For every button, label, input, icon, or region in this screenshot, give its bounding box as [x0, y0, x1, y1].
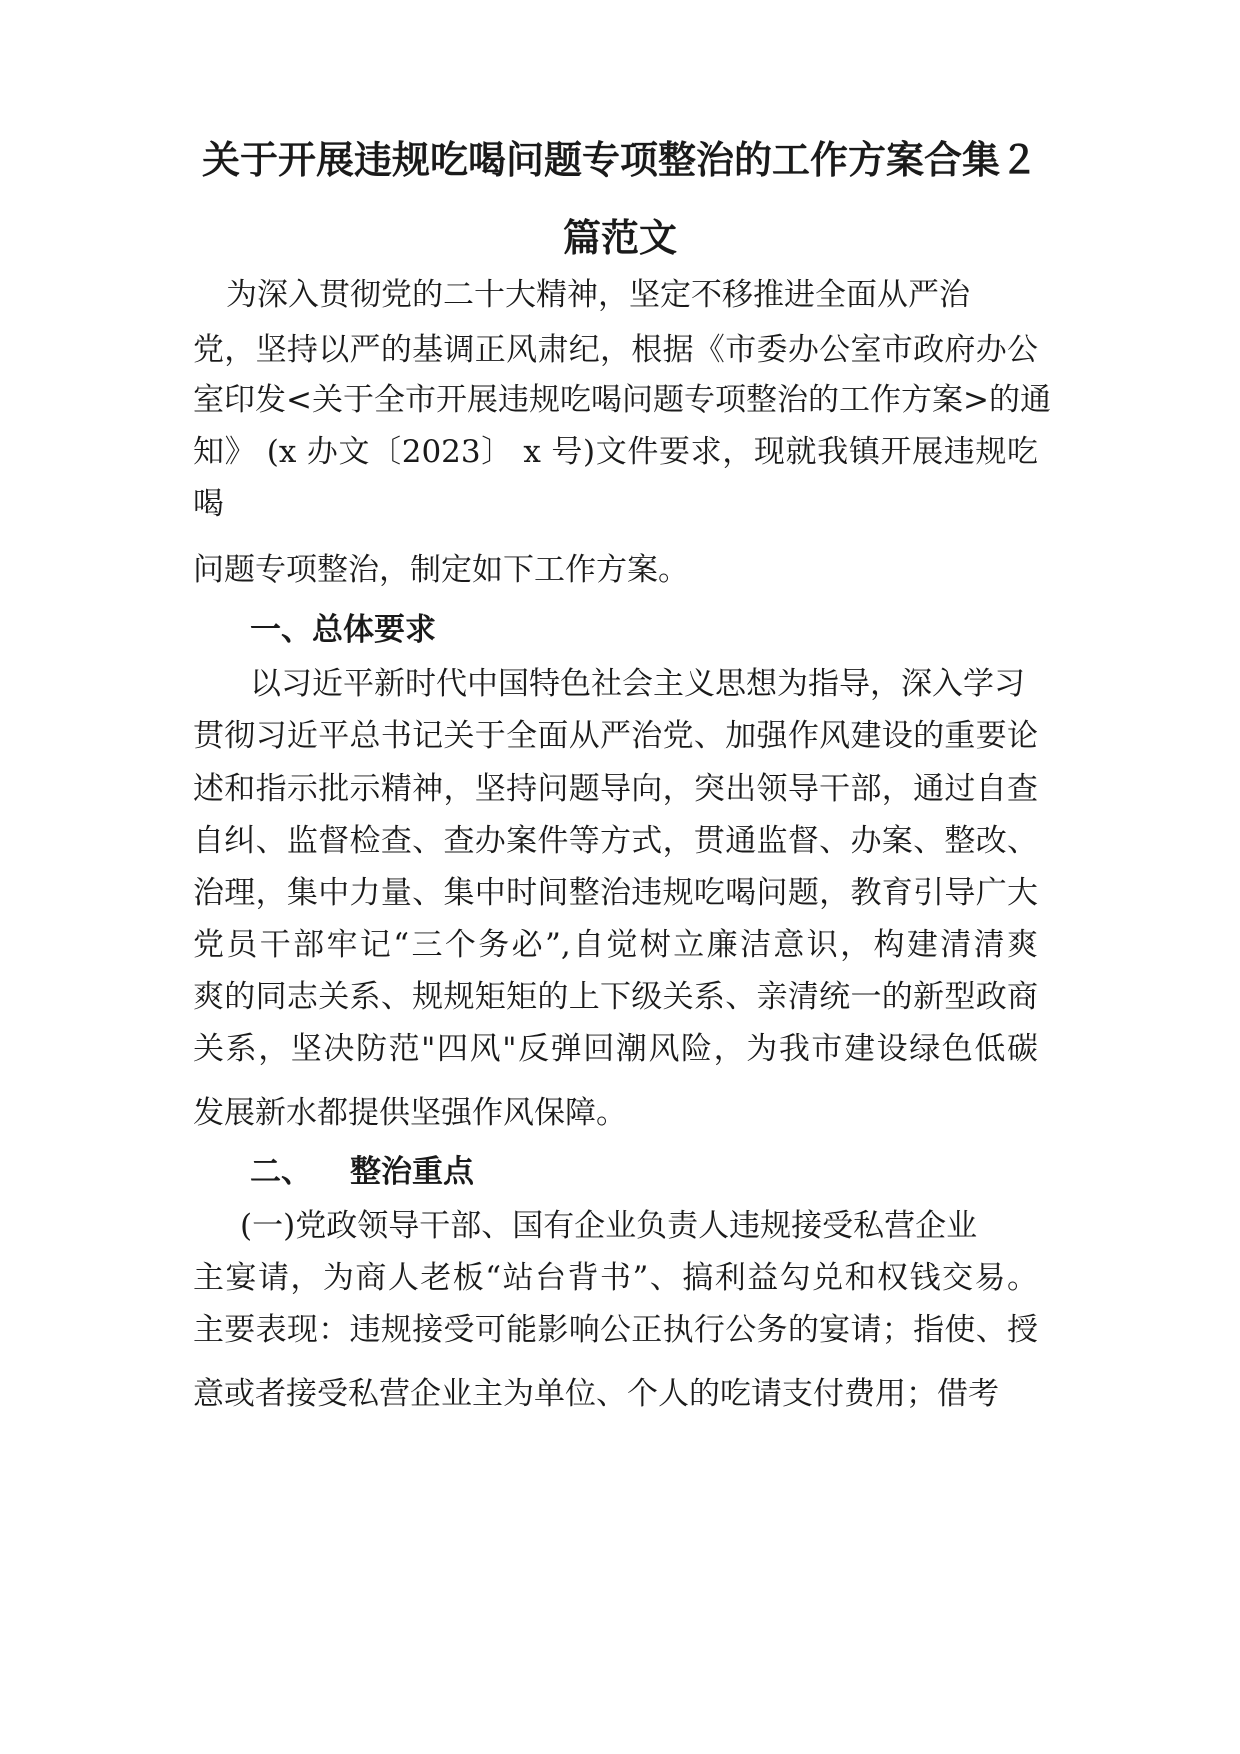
intro-line-5: 喝: [193, 486, 224, 522]
section-2-line-3: 主要表现：违规接受可能影响公正执行公务的宴请；指使、授: [193, 1312, 1038, 1348]
section-1-line-6: 党员干部牢记“三个务必”,自觉树立廉洁意识，构建清清爽: [193, 927, 1038, 963]
section-2-line-1: (一)党政领导干部、国有企业负责人违规接受私营企业: [240, 1208, 978, 1244]
section-1-line-5: 治理，集中力量、集中时间整治违规吃喝问题，教育引导广大: [193, 875, 1038, 911]
intro-line-6: 问题专项整治，制定如下工作方案。: [193, 552, 689, 588]
section-1-heading: 一、总体要求: [250, 612, 436, 648]
section-2-line-2: 主宴请，为商人老板“站台背书”、搞利益勾兑和权钱交易。: [193, 1260, 1038, 1296]
section-1-line-8: 关系，坚决防范"四风"反弹回潮风险，为我市建设绿色低碳: [193, 1031, 1038, 1067]
intro-line-4: 知》 (x 办文〔2023〕 x 号)文件要求，现就我镇开展违规吃: [193, 434, 1038, 470]
document-title-line-2: 篇范文: [562, 216, 677, 260]
section-2-heading-number: 二、: [250, 1154, 312, 1190]
section-1-line-7: 爽的同志关系、规规矩矩的上下级关系、亲清统一的新型政商: [193, 979, 1038, 1015]
section-2-heading-text: 整治重点: [350, 1154, 474, 1190]
section-2-heading: [250, 1154, 474, 1190]
intro-line-2: 党，坚持以严的基调正风肃纪，根据《市委办公室市政府办公: [193, 332, 1038, 368]
section-2-line-4: 意或者接受私营企业主为单位、个人的吃请支付费用；借考: [193, 1376, 999, 1412]
intro-line-1: 为深入贯彻党的二十大精神，坚定不移推进全面从严治: [226, 277, 970, 313]
section-1-line-9: 发展新水都提供坚强作风保障。: [193, 1095, 627, 1131]
section-1-line-4: 自纠、监督检查、查办案件等方式，贯通监督、办案、整改、: [193, 823, 1038, 859]
section-1-line-2: 贯彻习近平总书记关于全面从严治党、加强作风建设的重要论: [193, 718, 1038, 754]
section-1-line-3: 述和指示批示精神，坚持问题导向，突出领导干部，通过自查: [193, 771, 1038, 807]
document-title-line-1: 关于开展违规吃喝问题专项整治的工作方案合集２: [201, 138, 1038, 182]
section-1-line-1: 以习近平新时代中国特色社会主义思想为指导，深入学习: [250, 666, 1025, 702]
intro-line-3: 室印发<关于全市开展违规吃喝问题专项整治的工作方案>的通: [193, 382, 1051, 418]
